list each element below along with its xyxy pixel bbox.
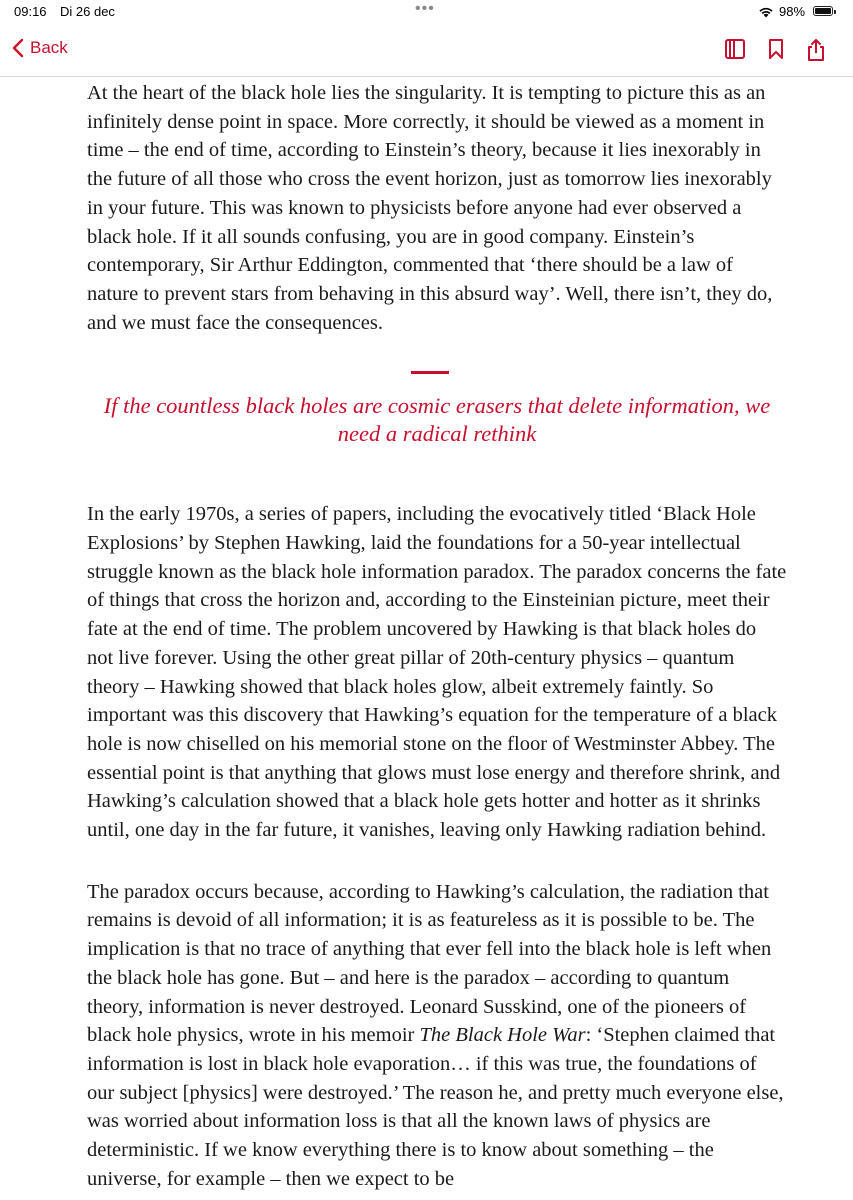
book-title: The Black Hole War: [419, 1024, 586, 1047]
back-button[interactable]: [12, 38, 68, 58]
bookmark-icon[interactable]: [766, 38, 790, 62]
multitasking-dots[interactable]: •••: [415, 0, 435, 17]
article-paragraph: [87, 878, 787, 1194]
paragraph-text: : ‘Stephen claimed that information is lost in black hole evaporation… if this was true, the foundations of our subject [physics] were destroyed.’ The reason he, and pretty much everyone else, was worried about information loss is that all the known laws of physics are deterministic. If we know everything there is to know about something – the universe, for example – then we expect to be: [87, 1024, 784, 1190]
article-body: [87, 79, 787, 1194]
article-paragraph: At the heart of the black hole lies the singularity. It is tempting to picture this as an infinitely dense point in space. More correctly, it should be viewed as a moment in time – the end of time, according to Einstein’s theory, because it lies inexorably in the future of all those who cross the event horizon, just as tomorrow lies inexorably in your future. This was known to physicists before anyone had ever observed a black hole. If it all sounds confusing, you are in good company. Einstein’s contemporary, Sir Arthur Eddington, commented that ‘there should be a law of nature to prevent stars from behaving in this absurd way’. Well, there isn’t, they do, and we must face the consequences.: [87, 82, 773, 334]
back-chevron-icon: [12, 38, 24, 58]
navigation-bar: [0, 26, 853, 77]
battery-fill: [815, 8, 831, 14]
share-icon[interactable]: [805, 38, 829, 62]
pull-quote: If the countless black holes are cosmic erasers that delete information, we need a radical rethink: [103, 393, 771, 447]
reader-view-icon[interactable]: [724, 38, 748, 62]
pull-quote-divider: [411, 371, 449, 374]
status-date: Di 26 dec: [60, 4, 115, 19]
status-time: 09:16: [14, 4, 47, 19]
battery-icon: [813, 6, 833, 16]
back-label: Back: [30, 38, 68, 57]
battery-percentage: 98%: [779, 4, 806, 19]
paragraph-text: The paradox occurs because, according to Hawking’s calculation, the radiation that remains is devoid of all information; it is as featureless as it is possible to be. The implication is that no trace of anything that ever fell into the black hole is left when the black hole has gone. But – and here is the paradox – according to quantum theory, information is never destroyed. Leonard Susskind, one of the pioneers of black hole physics, wrote in his memoir: [87, 880, 772, 1047]
wifi-icon: [758, 6, 774, 21]
status-bar: [0, 0, 853, 24]
article-paragraph: In the early 1970s, a series of papers, including the evocatively titled ‘Black Hole Explosions’ by Stephen Hawking, laid the foundations for a 50-year intellectual struggle known as the black hole information paradox. The paradox concerns the fate of things that cross the horizon and, according to the Einsteinian picture, meet their fate at the end of time. The problem uncovered by Hawking is that black holes do not live forever. Using the other great pillar of 20th-century physics – quantum theory – Hawking showed that black holes glow, albeit extremely faintly. So important was this discovery that Hawking’s equation for the temperature of a black hole is now chiselled on his memorial stone on the floor of Westminster Abbey. The essential point is that anything that glows must lose energy and therefore shrink, and Hawking’s calculation showed that a black hole gets hotter and hotter as it shrinks until, one day in the far future, it vanishes, leaving only Hawking radiation behind.: [87, 503, 787, 842]
